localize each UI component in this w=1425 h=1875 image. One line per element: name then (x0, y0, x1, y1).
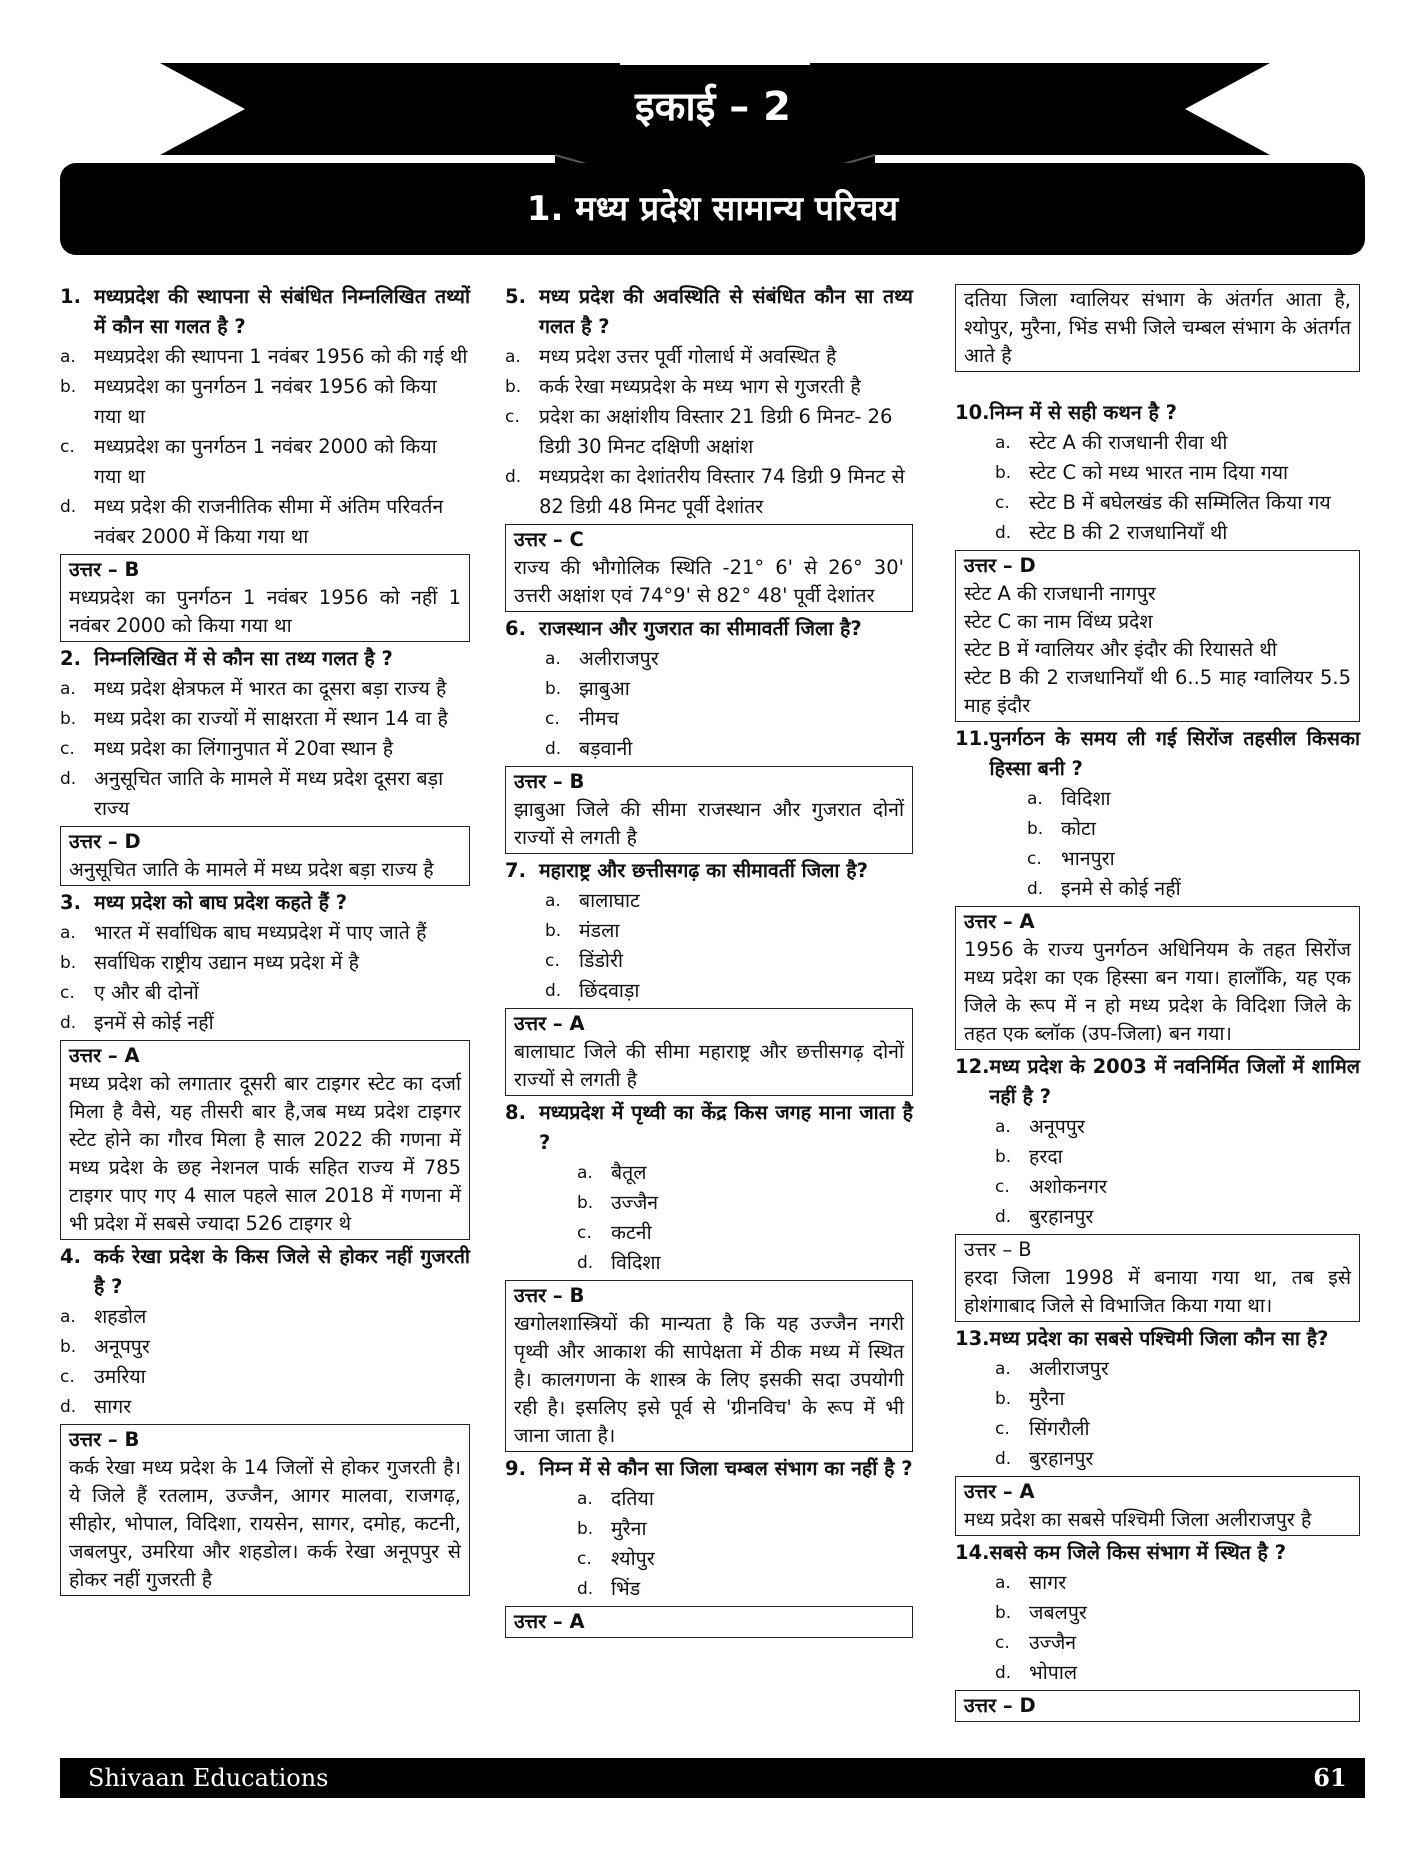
option-text: स्टेट A की राजधानी रीवा थी (1029, 431, 1228, 454)
answer-explanation: स्टेट A की राजधानी नागपुर स्टेट C का नाम विंध्य प्रदेश स्टेट B में ग्वालियर और इंदौर की रियासते थी स्टेट B की 2 राजधानियाँ थी 6..5 माह ग्वालियर 5.5 माह इंदौर (964, 582, 1351, 717)
option-text: नीमच (579, 707, 619, 730)
question-number: 10. (955, 401, 990, 424)
question-text: मध्यप्रदेश में पृथ्वी का केंद्र किस जगह माना जाता है ? (539, 1101, 913, 1154)
option-label: a. (60, 347, 76, 367)
option-text: मध्यप्रदेश की स्थापना 1 नवंबर 1956 को की गई थी (94, 345, 468, 368)
option (505, 644, 913, 674)
question (505, 1454, 913, 1484)
option (955, 784, 1360, 814)
answer-explanation: राज्य की भौगोलिक स्थिति -21° 6' से 26° 30' उत्तरी अक्षांश एवं 74°9' से 82° 48' पूर्वी देशांतर (514, 556, 904, 607)
option (60, 1392, 470, 1422)
option (955, 1112, 1360, 1142)
option (60, 704, 470, 734)
spacer (955, 374, 1360, 398)
question-number: 4. (60, 1245, 81, 1268)
option-text: दतिया (611, 1487, 654, 1510)
option (60, 918, 470, 948)
option (955, 428, 1360, 458)
answer-box (955, 284, 1360, 372)
option-text: प्रदेश का अक्षांशीय विस्तार 21 डिग्री 6 मिनट- 26 डिग्री 30 मिनट दक्षिणी अक्षांश (539, 405, 893, 458)
option-text: विदिशा (611, 1251, 661, 1274)
question-number: 7. (505, 859, 526, 882)
answer-heading: उत्तर – C (514, 528, 584, 551)
answer-heading: उत्तर – B (69, 1428, 140, 1451)
option (505, 1544, 913, 1574)
option-label: b. (995, 1389, 1012, 1409)
answer-box (955, 1234, 1360, 1322)
option-label: c. (60, 1367, 75, 1387)
option (505, 916, 913, 946)
option (955, 1414, 1360, 1444)
option-text: कोटा (1061, 817, 1096, 840)
option-text: बैतूल (611, 1161, 647, 1184)
answer-box (505, 524, 913, 612)
option (505, 342, 913, 372)
question (505, 614, 913, 644)
option (955, 1658, 1360, 1688)
option-text: बुरहानपुर (1029, 1205, 1094, 1228)
option (505, 1484, 913, 1514)
question (505, 1098, 913, 1158)
question-number: 5. (505, 285, 526, 308)
option (955, 1142, 1360, 1172)
option (505, 1188, 913, 1218)
option-label: c. (60, 983, 75, 1003)
option (955, 488, 1360, 518)
option-text: अनुसूचित जाति के मामले में मध्य प्रदेश दूसरा बड़ा राज्य (94, 767, 444, 820)
answer-explanation: मध्य प्रदेश को लगातार दूसरी बार टाइगर स्टेट का दर्जा मिला है वैसे, यह तीसरी बार है,जब मध्य प्रदेश टाइगर स्टेट होने का गौरव मिला है साल 2022 की गणना में मध्य प्रदेश के छह नेशनल पार्क सहित राज्य में 785 टाइगर पाए गए 4 साल पहले साल 2018 में गणना में भी प्रदेश में सबसे ज्यादा 526 टाइगर थे (69, 1072, 461, 1235)
question-text: सबसे कम जिले किस संभाग में स्थित है ? (989, 1541, 1287, 1564)
option-label: d. (995, 523, 1012, 543)
answer-box (60, 554, 470, 642)
option (505, 976, 913, 1006)
option-label: d. (995, 1449, 1012, 1469)
question-text: मध्यप्रदेश की स्थापना से संबंधित निम्नलिखित तथ्यों में कौन सा गलत है ? (94, 285, 470, 338)
option-text: शहडोल (94, 1305, 147, 1328)
option-label: b. (995, 1147, 1012, 1167)
answer-heading: उत्तर – B (69, 558, 140, 581)
unit-title: इकाई – 2 (634, 84, 792, 130)
option-text: बड़वानी (579, 737, 633, 760)
option-label: d. (505, 467, 522, 487)
question-number: 2. (60, 647, 81, 670)
option-label: b. (995, 1603, 1012, 1623)
option (60, 1332, 470, 1362)
option-text: बालाघाट (579, 889, 640, 912)
option-label: d. (545, 739, 562, 759)
option-label: c. (577, 1223, 592, 1243)
option (60, 674, 470, 704)
option-label: c. (545, 709, 560, 729)
option (505, 704, 913, 734)
option-text: स्टेट C को मध्य भारत नाम दिया गया (1029, 461, 1289, 484)
option (60, 1008, 470, 1038)
question-number: 13. (955, 1327, 990, 1350)
option-label: b. (995, 463, 1012, 483)
option-label: d. (60, 1397, 77, 1417)
question-number: 12. (955, 1055, 990, 1078)
option-text: अनूपपुर (1029, 1115, 1085, 1138)
answer-box (505, 1280, 913, 1452)
option (60, 432, 470, 492)
option (60, 764, 470, 824)
option-text: डिंडोरी (579, 949, 623, 972)
option-text: मुरैना (611, 1517, 647, 1540)
chapter-title: 1. मध्य प्रदेश सामान्य परिचय (526, 189, 899, 229)
option-text: इनमे से कोई नहीं (1061, 877, 1181, 900)
question (955, 1324, 1360, 1354)
option-text: भिंड (611, 1577, 641, 1600)
option-text: विदिशा (1061, 787, 1111, 810)
option-label: c. (995, 1633, 1010, 1653)
option-text: उज्जैन (611, 1191, 659, 1214)
column-3 (955, 282, 1360, 1724)
option-label: d. (545, 981, 562, 1001)
answer-explanation: मध्य प्रदेश का सबसे पश्चिमी जिला अलीराजपुर है (964, 1508, 1312, 1531)
answer-heading: उत्तर – B (964, 1238, 1032, 1261)
option (505, 1248, 913, 1278)
option-label: d. (1027, 879, 1044, 899)
question (60, 888, 470, 918)
option-text: कर्क रेखा मध्यप्रदेश के मध्य भाग से गुजरती है (539, 375, 861, 398)
answer-heading: उत्तर – D (964, 554, 1036, 577)
option-label: a. (505, 347, 521, 367)
page-number: 61 (1313, 1763, 1347, 1792)
option (505, 372, 913, 402)
option-text: मंडला (579, 919, 620, 942)
option-text: मध्य प्रदेश की राजनीतिक सीमा में अंतिम परिवर्तन नवंबर 2000 में किया गया था (94, 495, 444, 548)
option (60, 734, 470, 764)
option-label: a. (545, 649, 561, 669)
option-label: b. (505, 377, 522, 397)
answer-explanation: कर्क रेखा मध्य प्रदेश के 14 जिलों से होकर गुजरती है। ये जिले हैं रतलाम, उज्जैन, आगर मालवा, राजगढ़, सीहोर, भोपाल, विदिशा, रायसेन, सागर, दमोह, कटनी, जबलपुर, उमरिया और शहडोल। कर्क रेखा अनूपपुर से होकर नहीं गुजरती है (69, 1456, 461, 1591)
option-text: उज्जैन (1029, 1631, 1077, 1654)
option (505, 674, 913, 704)
question-number: 11. (955, 727, 990, 750)
option (60, 492, 470, 552)
option-text: अलीराजपुर (579, 647, 659, 670)
option-text: स्टेट B की 2 राजधानियाँ थी (1029, 521, 1228, 544)
option-label: c. (577, 1549, 592, 1569)
option-text: मध्य प्रदेश का लिंगानुपात में 20वा स्थान है (94, 737, 394, 760)
option (955, 1172, 1360, 1202)
option (505, 886, 913, 916)
option (955, 1628, 1360, 1658)
answer-explanation: हरदा जिला 1998 में बनाया गया था, तब इसे होशंगाबाद जिले से विभाजित किया गया था। (964, 1266, 1351, 1317)
option-text: मुरैना (1029, 1387, 1065, 1410)
question-text: निम्न में से कौन सा जिला चम्बल संभाग का नहीं है ? (539, 1457, 913, 1480)
option-label: d. (577, 1253, 594, 1273)
option-text: जबलपुर (1029, 1601, 1087, 1624)
option-label: b. (1027, 819, 1044, 839)
answer-box (955, 550, 1360, 722)
column-2 (505, 282, 913, 1640)
option-text: अलीराजपुर (1029, 1357, 1109, 1380)
answer-box (505, 1008, 913, 1096)
question-number: 8. (505, 1101, 526, 1124)
option-label: c. (995, 493, 1010, 513)
question-number: 1. (60, 285, 81, 308)
option (505, 1218, 913, 1248)
question (505, 282, 913, 342)
option-label: a. (577, 1163, 593, 1183)
option-text: मध्यप्रदेश का पुनर्गठन 1 नवंबर 1956 को किया गया था (94, 375, 437, 428)
question (955, 1538, 1360, 1568)
option-text: हरदा (1029, 1145, 1063, 1168)
option-label: b. (60, 377, 77, 397)
option (955, 458, 1360, 488)
column-1 (60, 282, 470, 1598)
option-label: a. (577, 1489, 593, 1509)
option-label: a. (1027, 789, 1043, 809)
answer-heading: उत्तर – A (69, 1044, 140, 1067)
answer-box (955, 1690, 1360, 1722)
option-label: a. (60, 923, 76, 943)
answer-box (60, 826, 470, 886)
publisher-name: Shivaan Educations (88, 1764, 329, 1792)
option-label: a. (60, 1307, 76, 1327)
question-text: महाराष्ट्र और छत्तीसगढ़ का सीमावर्ती जिला है? (539, 859, 868, 882)
option-text: मध्यप्रदेश का देशांतरीय विस्तार 74 डिग्री 9 मिनट से 82 डिग्री 48 मिनट पूर्वी देशांतर (539, 465, 905, 518)
option-label: b. (60, 709, 77, 729)
question-text: मध्य प्रदेश को बाघ प्रदेश कहते हैं ? (94, 891, 348, 914)
option-text: श्योपुर (611, 1547, 655, 1570)
option-label: a. (995, 1359, 1011, 1379)
option-label: d. (577, 1579, 594, 1599)
option-label: c. (60, 739, 75, 759)
option (60, 342, 470, 372)
option-text: झाबुआ (579, 677, 630, 700)
option-text: सागर (94, 1395, 132, 1418)
question-number: 9. (505, 1457, 526, 1480)
option (955, 1568, 1360, 1598)
answer-heading: उत्तर – B (514, 1284, 585, 1307)
option-label: d. (995, 1207, 1012, 1227)
question (955, 724, 1360, 784)
option-text: छिंदवाड़ा (579, 979, 640, 1002)
option (955, 814, 1360, 844)
question (60, 282, 470, 342)
option-text: सागर (1029, 1571, 1067, 1594)
question-text: निम्न में से सही कथन है ? (989, 401, 1177, 424)
answer-explanation: अनुसूचित जाति के मामले में मध्य प्रदेश बड़ा राज्य है (69, 858, 434, 881)
option (955, 844, 1360, 874)
answer-box (955, 1476, 1360, 1536)
option-text: मध्य प्रदेश उत्तर पूर्वी गोलार्ध में अवस्थित है (539, 345, 837, 368)
option (505, 1574, 913, 1604)
question (60, 644, 470, 674)
option-text: कटनी (611, 1221, 652, 1244)
option-label: a. (995, 433, 1011, 453)
option (505, 734, 913, 764)
option-label: c. (1027, 849, 1042, 869)
option-label: d. (60, 1013, 77, 1033)
option-text: मध्य प्रदेश का राज्यों में साक्षरता में स्थान 14 वा है (94, 707, 448, 730)
option (60, 948, 470, 978)
option-label: c. (505, 407, 520, 427)
option-label: c. (60, 437, 75, 457)
answer-box (60, 1424, 470, 1596)
answer-explanation: खगोलशास्त्रियों की मान्यता है कि यह उज्जैन नगरी पृथ्वी और आकाश की सापेक्षता में ठीक मध्य में स्थित है। कालगणना के शास्त्र के लिए इसकी सदा उपयोगी रही है। इसलिए इसे पूर्व से 'ग्रीनविच' के रूप में भी जाना जाता है। (514, 1312, 904, 1447)
option-text: ए और बी दोनों (94, 981, 199, 1004)
question-text: मध्य प्रदेश की अवस्थिति से संबंधित कौन सा तथ्य गलत है ? (539, 285, 913, 338)
option (955, 1354, 1360, 1384)
option (505, 402, 913, 462)
option-text: मध्यप्रदेश का पुनर्गठन 1 नवंबर 2000 को किया गया था (94, 435, 437, 488)
option (505, 946, 913, 976)
answer-explanation: 1956 के राज्य पुनर्गठन अधिनियम के तहत सिरोंज मध्य प्रदेश का एक हिस्सा बन गया। हालाँकि, यह एक जिले के रूप में न हो मध्य प्रदेश के विदिशा जिले के तहत एक ब्लॉक (उप-जिला) बन गया। (964, 938, 1351, 1045)
option (505, 1158, 913, 1188)
option (955, 1598, 1360, 1628)
question-text: मध्य प्रदेश के 2003 में नवनिर्मित जिलों में शामिल नहीं है ? (989, 1055, 1360, 1108)
question-text: राजस्थान और गुजरात का सीमावर्ती जिला है? (539, 617, 862, 640)
answer-heading: उत्तर – A (514, 1012, 585, 1035)
option-label: c. (545, 951, 560, 971)
question-text: कर्क रेखा प्रदेश के किस जिले से होकर नहीं गुजरती है ? (94, 1245, 470, 1298)
option-text: भोपाल (1029, 1661, 1078, 1684)
option-label: d. (60, 769, 77, 789)
option-label: a. (60, 679, 76, 699)
option-text: सिंगरौली (1029, 1417, 1090, 1440)
answer-heading: उत्तर – D (69, 830, 141, 853)
option-label: a. (545, 891, 561, 911)
question-number: 14. (955, 1541, 990, 1564)
option (505, 1514, 913, 1544)
answer-heading: उत्तर – A (514, 1610, 585, 1633)
option-text: भारत में सर्वाधिक बाघ मध्यप्रदेश में पाए जाते हैं (94, 921, 427, 944)
answer-box (955, 906, 1360, 1050)
question-text: निम्नलिखित में से कौन सा तथ्य गलत है ? (94, 647, 393, 670)
option-text: भानपुरा (1061, 847, 1115, 870)
option (955, 1384, 1360, 1414)
option (505, 462, 913, 522)
option-text: अशोकनगर (1029, 1175, 1107, 1198)
answer-explanation: झाबुआ जिले की सीमा राजस्थान और गुजरात दोनों राज्यों से लगती है (514, 798, 904, 849)
question-number: 6. (505, 617, 526, 640)
option-label: d. (60, 497, 77, 517)
option-label: b. (577, 1519, 594, 1539)
option (955, 1202, 1360, 1232)
answer-explanation: मध्यप्रदेश का पुनर्गठन 1 नवंबर 1956 को नहीं 1 नवंबर 2000 को किया गया था (69, 586, 461, 637)
option-text: सर्वाधिक राष्ट्रीय उद्यान मध्य प्रदेश में है (94, 951, 359, 974)
option (955, 874, 1360, 904)
option (60, 978, 470, 1008)
option-label: c. (995, 1177, 1010, 1197)
option-text: उमरिया (94, 1365, 146, 1388)
option (955, 518, 1360, 548)
option-label: b. (545, 921, 562, 941)
question (955, 398, 1360, 428)
option-text: स्टेट B में बघेलखंड की सम्मिलित किया गय (1029, 491, 1331, 514)
question (60, 1242, 470, 1302)
answer-box (60, 1040, 470, 1240)
answer-explanation: बालाघाट जिले की सीमा महाराष्ट्र और छत्तीसगढ़ दोनों राज्यों से लगती है (514, 1040, 904, 1091)
question-text: पुनर्गठन के समय ली गई सिरोंज तहसील किसका हिस्सा बनी ? (989, 727, 1360, 780)
option (60, 1302, 470, 1332)
option (955, 1444, 1360, 1474)
question (505, 856, 913, 886)
answer-heading: उत्तर – A (964, 910, 1035, 933)
option-text: मध्य प्रदेश क्षेत्रफल में भारत का दूसरा बड़ा राज्य है (94, 677, 447, 700)
option-text: बुरहानपुर (1029, 1447, 1094, 1470)
question-text: मध्य प्रदेश का सबसे पश्चिमी जिला कौन सा है? (989, 1327, 1329, 1350)
option-text: इनमें से कोई नहीं (94, 1011, 214, 1034)
option (60, 372, 470, 432)
answer-heading: उत्तर – A (964, 1480, 1035, 1503)
question-number: 3. (60, 891, 81, 914)
option-label: b. (545, 679, 562, 699)
option-label: d. (995, 1663, 1012, 1683)
option-label: b. (60, 1337, 77, 1357)
option-text: अनूपपुर (94, 1335, 150, 1358)
option-label: b. (60, 953, 77, 973)
answer-heading: उत्तर – B (514, 770, 585, 793)
option-label: a. (995, 1573, 1011, 1593)
option-label: b. (577, 1193, 594, 1213)
question (955, 1052, 1360, 1112)
option-label: a. (995, 1117, 1011, 1137)
option-label: c. (995, 1419, 1010, 1439)
option (60, 1362, 470, 1392)
answer-heading: उत्तर – D (964, 1694, 1036, 1717)
answer-box (505, 1606, 913, 1638)
answer-explanation: दतिया जिला ग्वालियर संभाग के अंतर्गत आता है, श्योपुर, मुरैना, भिंड सभी जिले चम्बल संभाग के अंतर्गत आते है (964, 288, 1351, 367)
answer-box (505, 766, 913, 854)
